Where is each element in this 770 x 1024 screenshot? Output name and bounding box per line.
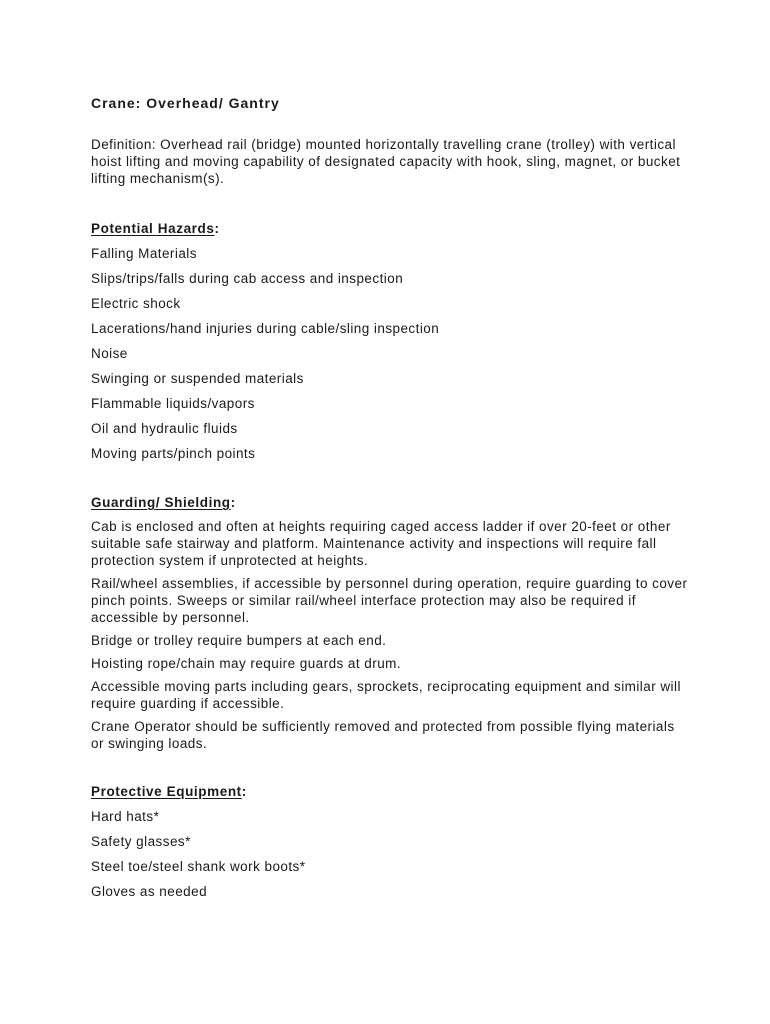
- document-page: [91, 93, 691, 931]
- equipment-heading-text: Protective Equipment: [91, 784, 242, 799]
- equipment-section: [91, 782, 691, 901]
- equipment-item: Safety glasses*: [91, 834, 191, 849]
- equipment-heading: [91, 782, 691, 801]
- guarding-heading: [91, 493, 691, 512]
- hazard-item: Moving parts/pinch points: [91, 446, 256, 461]
- page-title: Crane: Overhead/ Gantry: [91, 95, 280, 111]
- equipment-item: Gloves as needed: [91, 884, 208, 899]
- hazard-item: Slips/trips/falls during cab access and inspection: [91, 271, 404, 286]
- hazards-heading: [91, 219, 691, 238]
- guarding-item: Hoisting rope/chain may require guards at drum.: [91, 656, 402, 671]
- equipment-item: Hard hats*: [91, 809, 160, 824]
- hazards-heading-text: Potential Hazards: [91, 221, 215, 236]
- guarding-item: Rail/wheel assemblies, if accessible by personnel during operation, require guarding to cover pinch points. Sweeps or similar rail/wheel interface protection may also be required if accessible by personnel.: [91, 576, 688, 625]
- equipment-item: Steel toe/steel shank work boots*: [91, 859, 306, 874]
- hazard-item: Noise: [91, 346, 128, 361]
- hazards-section: [91, 219, 691, 463]
- hazard-item: Swinging or suspended materials: [91, 371, 304, 386]
- hazard-item: Oil and hydraulic fluids: [91, 421, 238, 436]
- guarding-item: Cab is enclosed and often at heights requiring caged access ladder if over 20-feet or other suitable safe stairway and platform. Maintenance activity and inspections will require fall protection system if unprotected at heights.: [91, 519, 671, 568]
- hazard-item: Flammable liquids/vapors: [91, 396, 255, 411]
- hazard-item: Lacerations/hand injuries during cable/sling inspection: [91, 321, 440, 336]
- guarding-heading-colon: :: [230, 495, 236, 510]
- guarding-section: [91, 493, 691, 752]
- hazards-heading-colon: :: [214, 221, 220, 236]
- guarding-item: Accessible moving parts including gears, sprockets, reciprocating equipment and similar will require guarding if accessible.: [91, 679, 681, 711]
- guarding-item: Bridge or trolley require bumpers at each end.: [91, 633, 387, 648]
- equipment-list: [91, 807, 691, 901]
- hazards-list: [91, 244, 691, 463]
- equipment-heading-colon: :: [241, 784, 247, 799]
- definition-paragraph: Definition: Overhead rail (bridge) mounted horizontally travelling crane (trolley) with vertical hoist lifting and moving capability of designated capacity with hook, sling, magnet, or bucket lifting mechanism(s).: [91, 137, 681, 186]
- guarding-list: [91, 518, 691, 752]
- hazard-item: Electric shock: [91, 296, 181, 311]
- guarding-item: Crane Operator should be sufficiently removed and protected from possible flying materials or swinging loads.: [91, 719, 675, 751]
- hazard-item: Falling Materials: [91, 246, 197, 261]
- guarding-heading-text: Guarding/ Shielding: [91, 495, 231, 510]
